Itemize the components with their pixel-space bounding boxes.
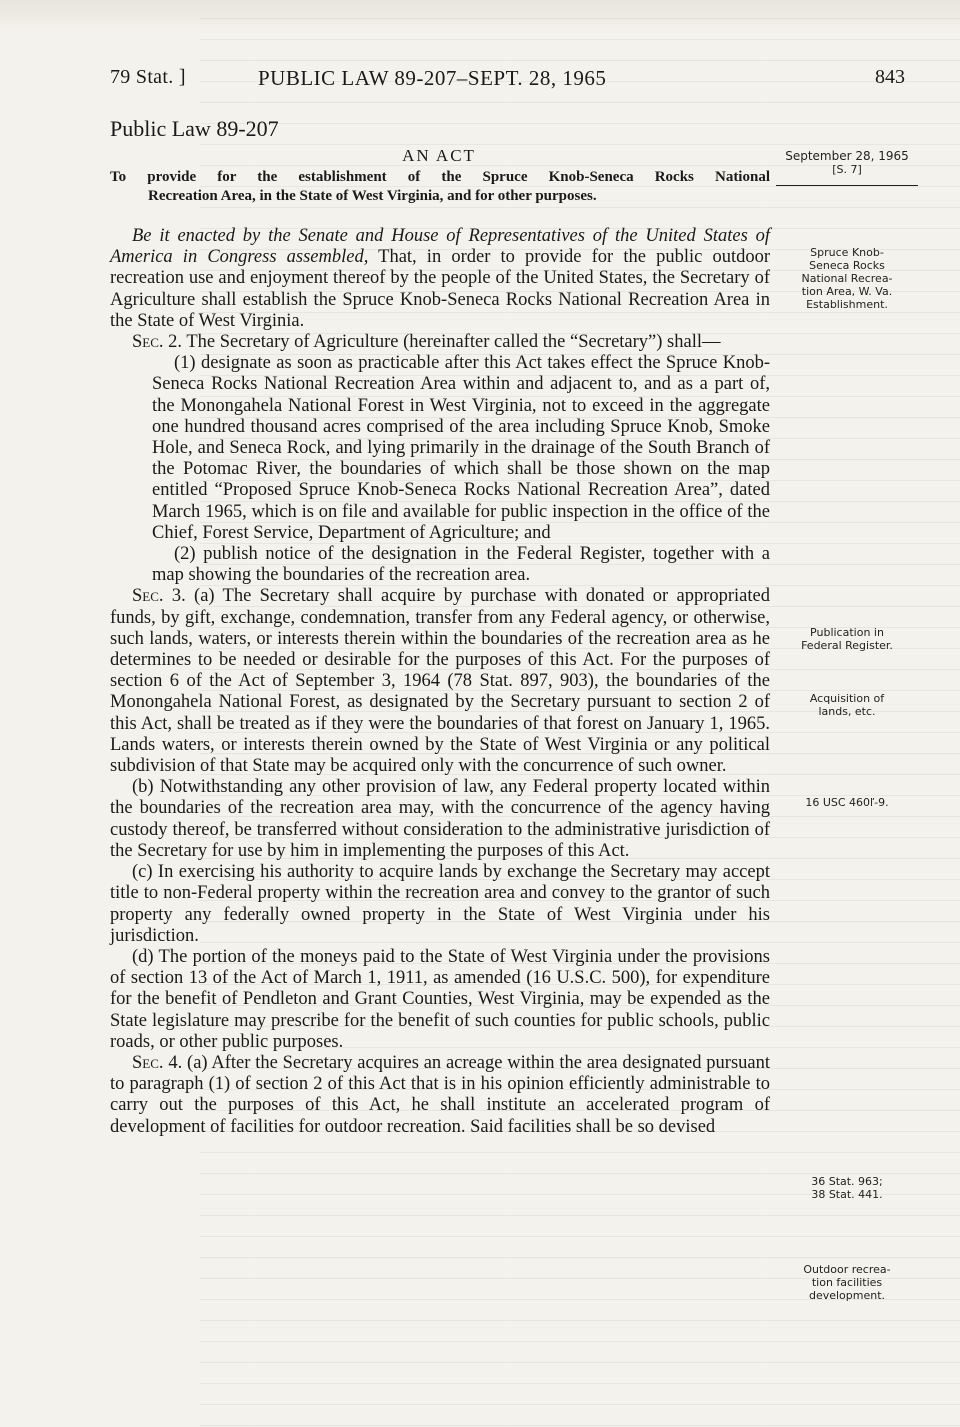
section-label: Sec. 3. (132, 586, 186, 607)
sidenote-establishment (772, 246, 922, 311)
sidenote-outdoor (772, 1263, 922, 1302)
sidenote-line: lands, etc. (818, 705, 876, 718)
act-purpose (110, 168, 770, 206)
section-3c: (c) In exercising his authority to acquire lands by exchange the Secretary may accept title to non-Federal property within the recreation area and convey to the grantor of such property any federally owned property in the State of West Virginia under his jurisdiction. (110, 862, 770, 946)
sidenote-line: 16 USC 460ľ-9. (805, 796, 889, 809)
enacting-formula: Be it enacted by the Senate and House of Representatives of the United States of America in Congress assembled, (110, 226, 770, 268)
law-number: Public Law 89-207 (110, 116, 279, 141)
section-text: The Secretary of Agriculture (hereinafter called the “Secretary”) shall— (182, 332, 721, 353)
sidenote-line: Spruce Knob- (810, 246, 884, 259)
enacting-clause (110, 226, 770, 332)
sidenote-line: development. (808, 1289, 886, 1302)
section-4a (110, 1053, 770, 1138)
purpose-line-2: Recreation Area, in the State of West Virginia, and for other purposes. (148, 188, 597, 204)
sidenote-stat (772, 1175, 922, 1201)
sidenote-line: Establishment. (806, 298, 888, 311)
enacting-text: That, in order to provide for the public outdoor recreation use and enjoyment thereof by the people of the United States, the Secretary of Agriculture shall establish the Spruce Knob-Seneca Rocks National Recreation Area in the State of West Virginia. (110, 247, 770, 331)
sidenote-line: 38 Stat. 441. (811, 1188, 883, 1201)
section-3b: (b) Notwithstanding any other provision of law, any Federal property located within the boundaries of the recreation area may, with the concurrence of the agency having custody thereof, be transferred without consideration to the administrative jurisdiction of the Secretary for use by him in implementing the purposes of this Act. (110, 777, 770, 861)
section-2-paragraph-2: (2) publish notice of the designation in the Federal Register, together with a map showing the boundaries of the recreation area. (152, 544, 770, 586)
sidenote-line: Outdoor recrea- (803, 1263, 891, 1276)
sidenote-publication (772, 626, 922, 652)
sidenote-line: 36 Stat. 963; (811, 1175, 883, 1188)
section-2-paragraph-1: (1) designate as soon as practicable after this Act takes effect the Spruce Knob-Seneca Rocks National Recreation Area within and adjacent to, and as a part of, the Monongahela National Forest in West Virginia, not to exceed in the aggregate one hundred thousand acres comprised of the area including Spruce Knob, Smoke Hole, and Seneca Rock, and lying primarily in the drainage of the South Branch of the Potomac River, the boundaries of which shall be those shown on the map entitled “Proposed Spruce Knob-Seneca Rocks National Recreation Area”, dated March 1965, which is on file and available for public inspection in the office of the Chief, Forest Service, Department of Agriculture; and (152, 353, 770, 543)
section-text: (a) After the Secretary acquires an acreage within the area designated pursuant to paragraph (1) of section 2 of this Act that is in his opinion efficiently administrable to carry out the purposes of this Act, he shall institute an accelerated program of development of facilities for outdoor recreation. Said facilities shall be so devised (110, 1052, 770, 1137)
sidenote-line: Publication in (810, 626, 884, 639)
sidenote-line: Acquisition of (809, 692, 885, 705)
enactment-date: September 28, 1965 (785, 149, 909, 163)
section-2 (110, 332, 770, 353)
section-3a (110, 586, 770, 777)
statute-body (110, 226, 770, 1138)
sidenote-line: tion facilities (811, 1276, 883, 1289)
bill-number: [S. 7] (832, 163, 862, 176)
sidenote-date (772, 150, 922, 176)
sidenote-line: National Recrea- (801, 272, 893, 285)
sidenote-acquisition (772, 692, 922, 718)
sidenote-line: tion Area, W. Va. (801, 285, 893, 298)
page-number: 843 (875, 66, 905, 88)
sidenote-line: Federal Register. (801, 639, 893, 652)
volume-ref: 79 Stat. ] (110, 66, 186, 88)
purpose-line-1: To provide for the establishment of the Spruce Knob-Seneca Rocks National (110, 169, 770, 185)
section-3d: (d) The portion of the moneys paid to the State of West Virginia under the provisions of section 13 of the Act of March 1, 1911, as amended (16 U.S.C. 500), for expenditure for the benefit of Pendleton and Grant Counties, West Virginia, may be expended as the State legislature may prescribe for the benefit of such counties for public schools, public roads, or other public purposes. (110, 946, 770, 1052)
section-label: Sec. 2. (132, 332, 183, 353)
section-label: Sec. 4. (132, 1052, 183, 1073)
sidenote-usc (772, 796, 922, 809)
section-text: (a) The Secretary shall acquire by purchase with donated or appropriated funds, by gift, exchange, condemnation, transfer from any Federal agency, or otherwise, such lands, waters, or interests therein within the boundaries of the recreation area as he determines to be needed or desirable for the purposes of this Act. For the purposes of section 6 of the Act of September 3, 1964 (78 Stat. 897, 903), the boundaries of the Monongahela National Forest, as designated by the Secretary pursuant to section 2 of this Act, shall be treated as if they were the boundaries of that forest on January 1, 1965. Lands waters, or interests therein owned by the State of West Virginia or any political subdivision of that State may be acquired only with the concurrence of such owner. (110, 586, 770, 777)
header-title: PUBLIC LAW 89-207–SEPT. 28, 1965 (258, 66, 607, 90)
scan-edge (0, 0, 960, 34)
running-header (110, 66, 905, 96)
sidenote-line: Seneca Rocks (809, 259, 885, 272)
act-label: AN ACT (402, 146, 476, 165)
sidenote-rule (776, 185, 918, 186)
